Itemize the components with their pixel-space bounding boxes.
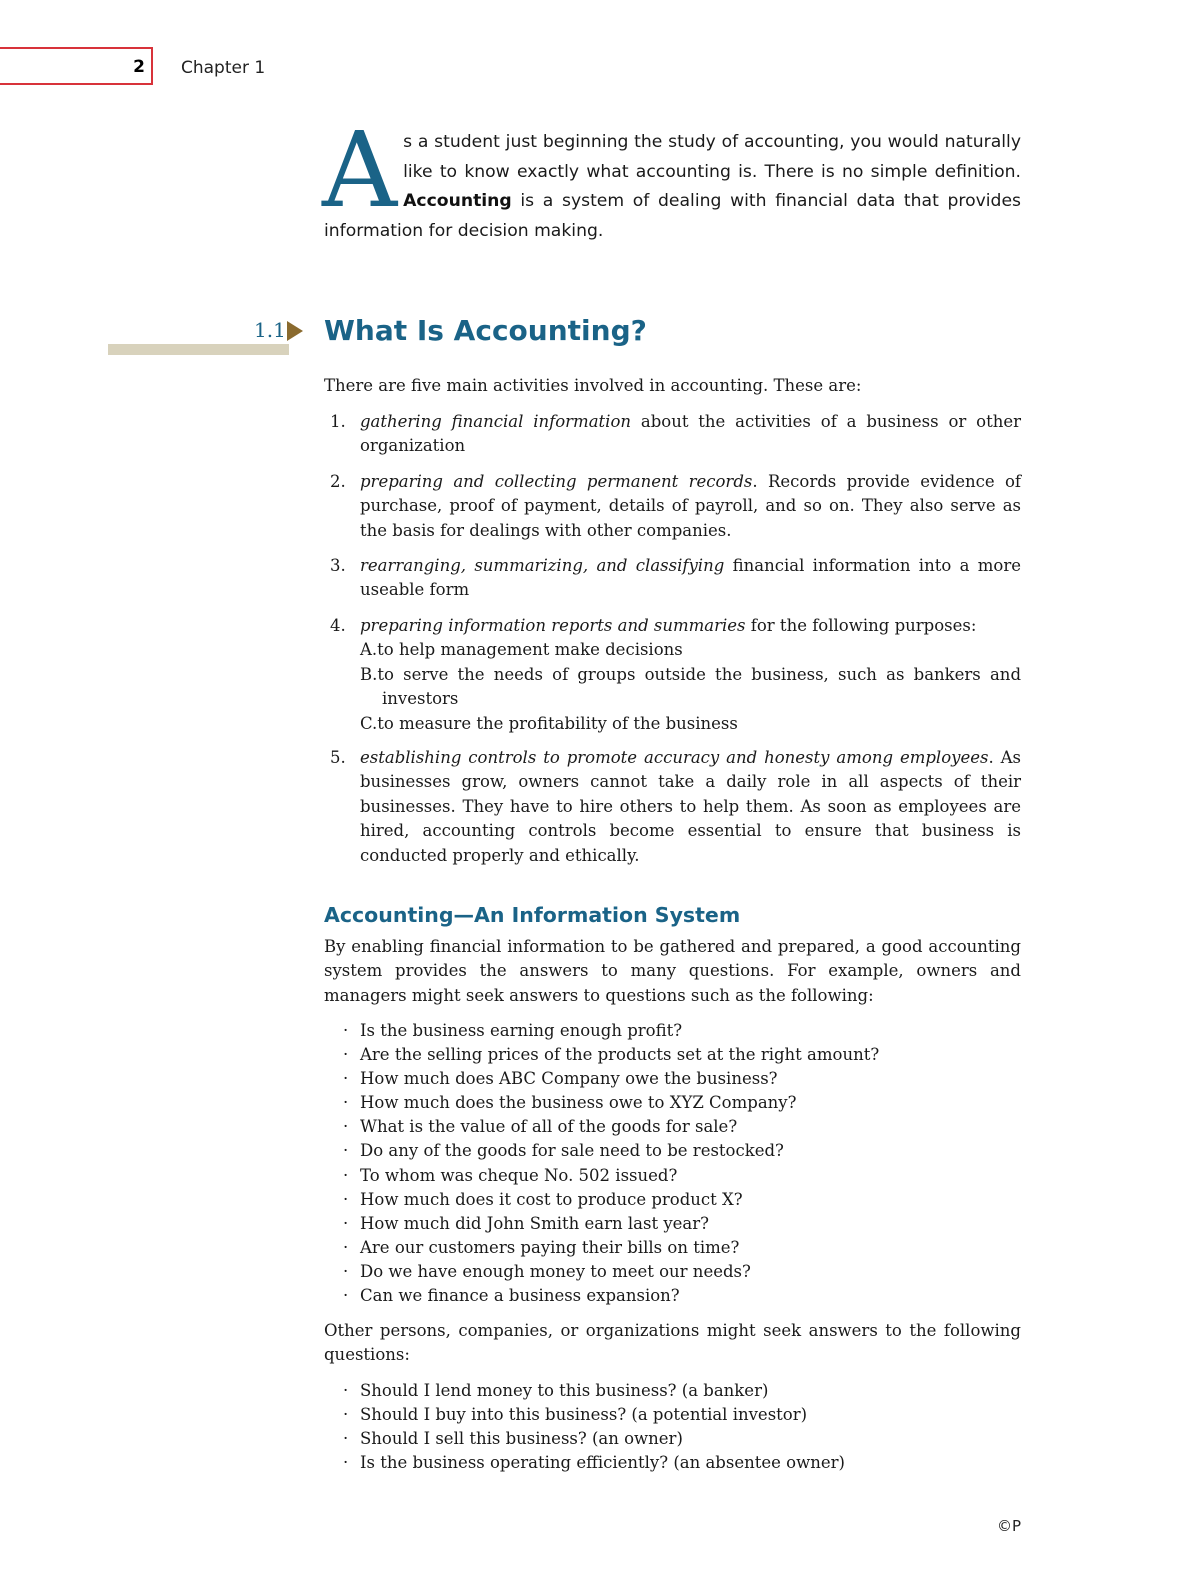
- list-item: · What is the value of all of the goods for sale?: [343, 1117, 738, 1137]
- section-number: 1.1: [254, 318, 286, 342]
- section-title: What Is Accounting?: [324, 314, 647, 347]
- list-item: · How much does the business owe to XYZ Company?: [343, 1093, 797, 1113]
- sub-item: B.to serve the needs of groups outside the business, such as bankers and investors: [360, 664, 1021, 709]
- list-item: [324, 470, 1021, 543]
- question-text: Is the business operating efficiently? (an absentee owner): [360, 1453, 845, 1473]
- sub-item: C.to measure the profitability of the business: [360, 713, 738, 733]
- intro-text-1: s a student just beginning the study of accounting, you would naturally like to know exactly what accounting is. There is no simple definition.: [403, 132, 1021, 182]
- drop-cap: A: [322, 109, 398, 231]
- list-item: · Should I sell this business? (an owner): [343, 1429, 683, 1449]
- list-item: · Is the business earning enough profit?: [343, 1021, 683, 1040]
- list-item-number: 5.: [330, 748, 346, 767]
- list-item: · Is the business operating efficiently? (an absentee owner): [343, 1453, 845, 1473]
- list-item-text: . As businesses grow, owners cannot take a daily role in all aspects of their businesses. They have to hire others to help them. As soon as employees are hired, accounting controls become essential to ensure that business is conducted properly and ethically.: [360, 748, 1022, 865]
- question-text: Do any of the goods for sale need to be restocked?: [360, 1141, 784, 1161]
- chapter-label: Chapter 1: [181, 58, 266, 78]
- list-item-text: about the activities of a business or other organization: [360, 412, 1021, 456]
- subsection-paragraph: By enabling financial information to be gathered and prepared, a good accounting system provides the answers to many questions. For example, owners and managers might seek answers to questions such as the following:: [324, 937, 1021, 1005]
- list-item-text: for the following purposes:: [745, 616, 977, 635]
- list-item-italic: preparing information reports and summaries: [360, 616, 746, 635]
- list-item: · Should I lend money to this business? (a banker): [343, 1381, 769, 1400]
- subsection-title: Accounting—An Information System: [324, 903, 741, 927]
- list-item: · Do we have enough money to meet our needs?: [343, 1261, 751, 1281]
- list-item: · Are the selling prices of the products set at the right amount?: [343, 1045, 880, 1065]
- question-text: Is the business earning enough profit?: [360, 1021, 683, 1040]
- other-questions-list: [343, 1379, 845, 1475]
- intro-bold-term: Accounting: [403, 191, 512, 211]
- question-text: How much did John Smith earn last year?: [360, 1213, 709, 1233]
- list-item-text: financial information into a more useable form: [360, 556, 1021, 600]
- list-item-italic: preparing and collecting permanent records: [360, 472, 753, 491]
- list-item: · Do any of the goods for sale need to be restocked?: [343, 1141, 784, 1161]
- footer-mark: ©P: [997, 1517, 1022, 1535]
- list-item: · How much did John Smith earn last year?: [343, 1213, 709, 1233]
- list-item: · Should I buy into this business? (a potential investor): [343, 1405, 808, 1425]
- intro-text-2: is a system of dealing with financial data that provides information for decision making.: [324, 191, 1021, 241]
- list-item-number: 1.: [330, 412, 346, 431]
- question-text: Should I buy into this business? (a potential investor): [360, 1405, 808, 1425]
- list-item: · Are our customers paying their bills on time?: [343, 1237, 740, 1257]
- page-number: 2: [133, 57, 145, 77]
- list-item-italic: rearranging, summarizing, and classifying: [360, 556, 725, 575]
- page-number-box: [0, 47, 153, 85]
- list-item-text: . Records provide evidence of purchase, proof of payment, details of payroll, and so on. They also serve as the basis for dealings with other companies.: [360, 472, 1021, 540]
- question-text: How much does the business owe to XYZ Company?: [360, 1093, 797, 1113]
- section-arrow-icon: [287, 321, 303, 341]
- list-item: · How much does it cost to produce product X?: [343, 1189, 743, 1209]
- question-text: Should I sell this business? (an owner): [360, 1429, 683, 1449]
- list-item: [324, 554, 1021, 603]
- question-text: How much does it cost to produce product X?: [360, 1189, 743, 1209]
- list-item: [324, 746, 1021, 868]
- question-text: Are the selling prices of the products set at the right amount?: [360, 1045, 880, 1065]
- section-side-bar: [108, 344, 289, 355]
- question-text: Are our customers paying their bills on time?: [360, 1237, 740, 1257]
- question-text: Can we finance a business expansion?: [360, 1286, 680, 1306]
- activities-intro: There are five main activities involved in accounting. These are:: [324, 376, 862, 395]
- question-text: How much does ABC Company owe the business?: [360, 1069, 778, 1089]
- subsection-paragraph-2: Other persons, companies, or organizations might seek answers to the following questions:: [324, 1321, 1021, 1365]
- list-item-italic: gathering financial information: [360, 412, 631, 431]
- list-item-italic: establishing controls to promote accuracy and honesty among employees: [360, 748, 989, 767]
- sub-item: A.to help management make decisions: [360, 640, 683, 660]
- list-item-number: 4.: [330, 616, 346, 635]
- list-item: [324, 410, 1021, 459]
- list-item-number: 2.: [330, 472, 346, 491]
- list-item-number: 3.: [330, 556, 346, 575]
- question-text: What is the value of all of the goods for sale?: [360, 1117, 738, 1137]
- question-text: To whom was cheque No. 502 issued?: [360, 1165, 678, 1185]
- question-text: Do we have enough money to meet our needs?: [360, 1261, 751, 1281]
- intro-paragraph: [322, 109, 1021, 246]
- list-item: [324, 614, 1021, 736]
- list-item: · Can we finance a business expansion?: [343, 1286, 680, 1306]
- question-text: Should I lend money to this business? (a banker): [360, 1381, 769, 1400]
- owner-questions-list: [343, 1019, 879, 1308]
- list-item: · To whom was cheque No. 502 issued?: [343, 1165, 678, 1185]
- list-item: · How much does ABC Company owe the business?: [343, 1069, 778, 1089]
